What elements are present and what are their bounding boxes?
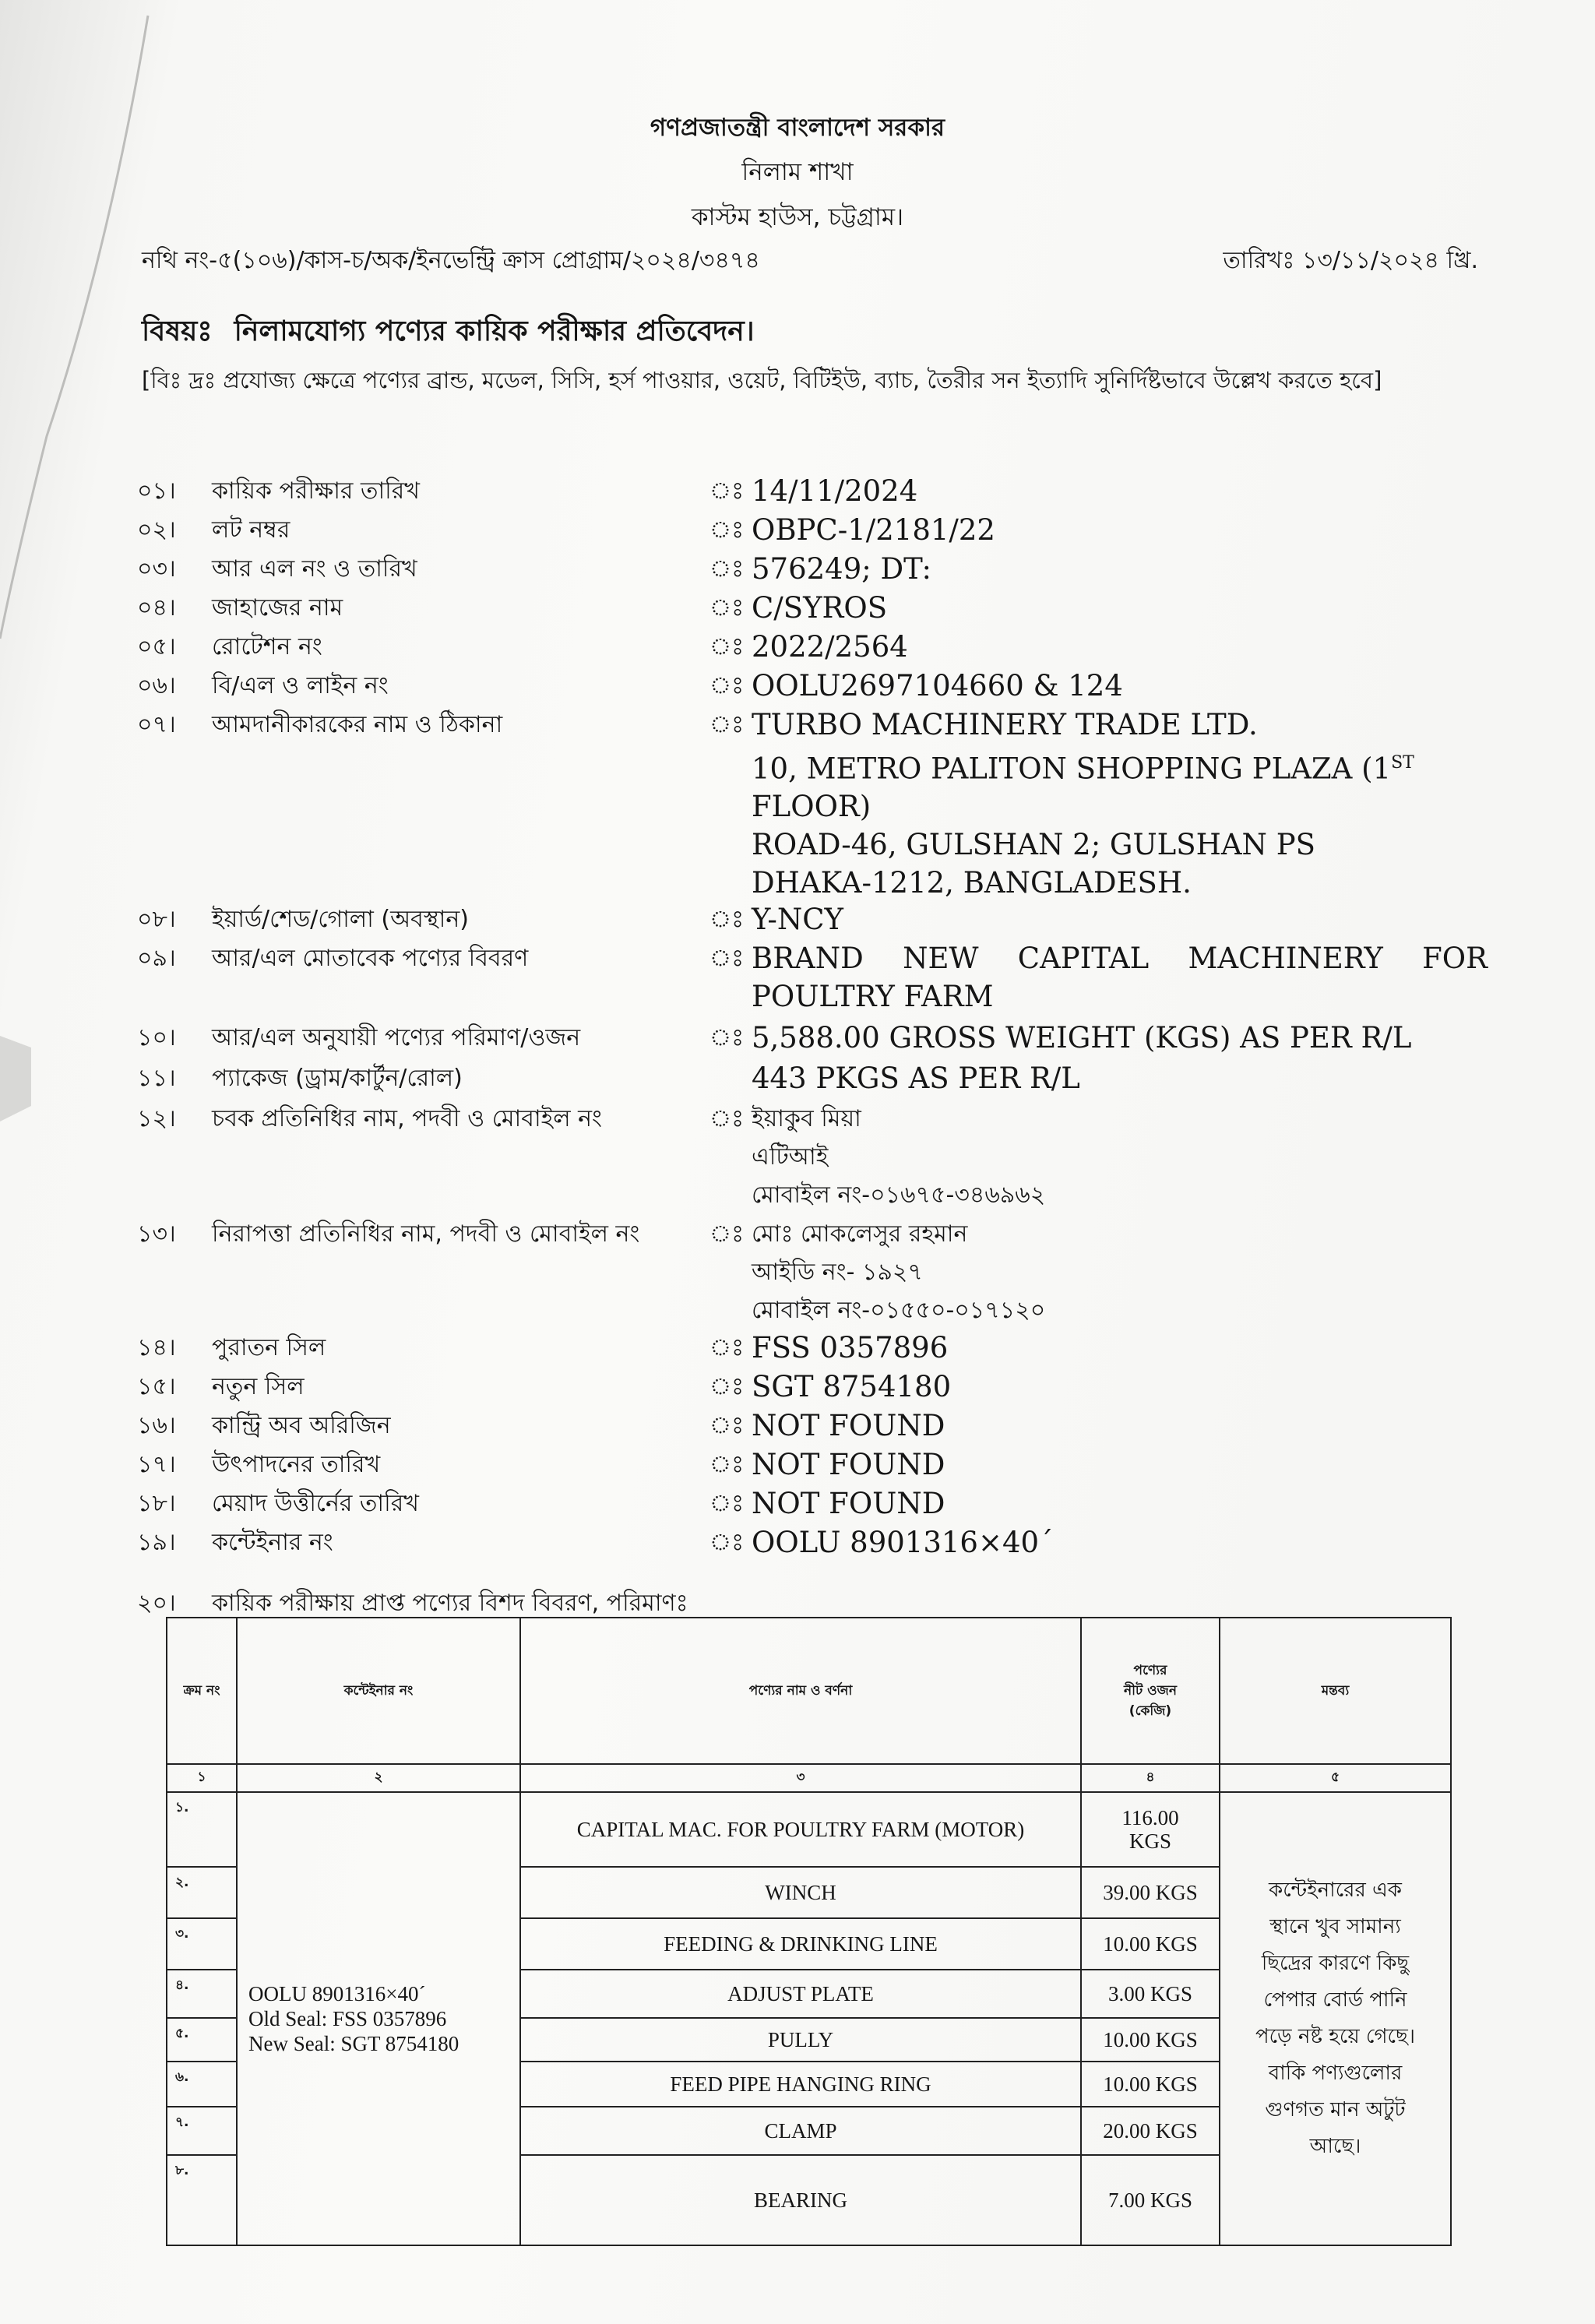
item-colon: ঃ xyxy=(709,1412,745,1439)
item-number: ১৪। xyxy=(137,1334,176,1361)
item-label: আমদানীকারকের নাম ও ঠিকানা xyxy=(212,711,503,738)
item-number: ১১। xyxy=(137,1065,176,1092)
item-value: 576249; DT: xyxy=(752,552,931,586)
item-label: মেয়াদ উত্তীর্নের তারিখ xyxy=(212,1490,419,1517)
item-label: ইয়ার্ড/শেড/গোলা (অবস্থান) xyxy=(212,906,469,933)
table-header-row xyxy=(167,1618,1451,1764)
item-value: 14/11/2024 xyxy=(752,474,918,508)
item-label: উৎপাদনের তারিখ xyxy=(212,1451,381,1478)
item-colon: ঃ xyxy=(709,1220,745,1248)
item-value: FSS 0357896 xyxy=(752,1331,949,1364)
container-cell: OOLU 8901316×40´ Old Seal: FSS 0357896 New Seal: SGT 8754180 xyxy=(237,1792,520,2245)
table-row: ৫. PULLY 10.00 KGS xyxy=(167,2018,1451,2062)
item-label: বি/এল ও লাইন নং xyxy=(212,672,389,699)
subject-text: নিলামযোগ্য পণ্যের কায়িক পরীক্ষার প্রতিবেদন। xyxy=(234,315,755,347)
item-number: ১৫। xyxy=(137,1373,176,1400)
item-label: আর/এল মোতাবেক পণ্যের বিবরণ xyxy=(212,945,529,972)
item-number: ০৩। xyxy=(137,555,176,583)
item-colon: ঃ xyxy=(709,1024,745,1051)
item-colon: ঃ xyxy=(709,1451,745,1478)
item-number: ১২। xyxy=(137,1105,176,1132)
item-number: ১০। xyxy=(137,1024,176,1051)
item-number: ০৪। xyxy=(137,594,176,621)
item-label: প্যাকেজ (ড্রাম/কার্টুন/রোল) xyxy=(212,1065,463,1092)
goods-table xyxy=(166,1617,1452,2246)
item-value: 2022/2564 xyxy=(752,630,908,664)
item-number: ১৮। xyxy=(137,1490,176,1517)
section-title: নিলাম শাখা xyxy=(741,158,854,186)
header-weight: পণ্যের নীট ওজন (কেজি) xyxy=(1081,1618,1220,1764)
table-row: ৩. FEEDING & DRINKING LINE 10.00 KGS xyxy=(167,1918,1451,1970)
item-number: ০৬। xyxy=(137,672,176,699)
item-colon: ঃ xyxy=(709,672,745,699)
item-value: NOT FOUND xyxy=(752,1448,945,1481)
item-colon: ঃ xyxy=(709,1334,745,1361)
item-number: ০২। xyxy=(137,516,176,544)
item-colon: ঃ xyxy=(709,555,745,583)
item-colon: ঃ xyxy=(709,945,745,972)
header-serial: ক্রম নং xyxy=(167,1618,237,1764)
item-value: OBPC-1/2181/22 xyxy=(752,513,995,547)
table-row: ১. OOLU 8901316×40´ Old Seal: FSS 0357896 New Seal: SGT 8754180 CAPITAL MAC. FOR POULTRY FARM (MOTOR) 116.00 KGS কন্টেইনারের এক স্থানে খুব সামান্য ছিদ্রের কারণে কিছু পেপার বোর্ড পানি পড়ে নষ্ট হয়ে গেছে। বাকি পণ্যগুলোর গুণগত মান অটুট আছে। xyxy=(167,1792,1451,1867)
item-number: ০৮। xyxy=(137,906,176,933)
importer-address: TURBO MACHINERY TRADE LTD. 10, METRO PALITON SHOPPING PLAZA (1ST FLOOR) ROAD-46, GULSHAN 2; GULSHAN PS DHAKA-1212, BANGLADESH. xyxy=(752,708,1414,900)
item-value: NOT FOUND xyxy=(752,1409,945,1442)
detailed-description-heading: ২০। কায়িক পরীক্ষায় প্রাপ্ত পণ্যের বিশদ বিবরণ, পরিমাণঃ xyxy=(137,1590,688,1617)
subject-label: বিষয়ঃ xyxy=(142,315,213,347)
item-value: C/SYROS xyxy=(752,591,888,625)
office-title: কাস্টম হাউস, চট্টগ্রাম। xyxy=(691,203,904,231)
header-remarks: মন্তব্য xyxy=(1220,1618,1451,1764)
item-label: কান্ট্রি অব অরিজিন xyxy=(212,1412,391,1439)
item-number: ১৬। xyxy=(137,1412,176,1439)
remarks-cell: কন্টেইনারের এক স্থানে খুব সামান্য ছিদ্রের কারণে কিছু পেপার বোর্ড পানি পড়ে নষ্ট হয়ে গেছে। বাকি পণ্যগুলোর গুণগত মান অটুট আছে। xyxy=(1220,1792,1451,2245)
item-number: ১৭। xyxy=(137,1451,176,1478)
table-index-row: ১ ২ ৩ ৪ ৫ xyxy=(167,1764,1451,1792)
item-colon: ঃ xyxy=(709,906,745,933)
item-label: লট নম্বর xyxy=(212,516,290,544)
item-label: জাহাজের নাম xyxy=(212,594,343,621)
item-value: 5,588.00 GROSS WEIGHT (KGS) AS PER R/L xyxy=(752,1021,1412,1055)
item-colon: ঃ xyxy=(709,1529,745,1556)
item-label: নতুন সিল xyxy=(212,1373,305,1400)
government-title: গণপ্রজাতন্ত্রী বাংলাদেশ সরকার xyxy=(650,114,945,142)
item-label: চবক প্রতিনিধির নাম, পদবী ও মোবাইল নং xyxy=(212,1105,602,1132)
table-row: ৭. CLAMP 20.00 KGS xyxy=(167,2107,1451,2155)
item-label: আর এল নং ও তারিখ xyxy=(212,555,417,583)
item-value: Y-NCY xyxy=(752,903,843,936)
table-row: ৪. ADJUST PLATE 3.00 KGS xyxy=(167,1970,1451,2018)
header-goods: পণ্যের নাম ও বর্ণনা xyxy=(520,1618,1081,1764)
instruction-note: [বিঃ দ্রঃ প্রযোজ্য ক্ষেত্রে পণ্যের ব্রান্ড, মডেল, সিসি, হর্স পাওয়ার, ওয়েট, বিটিইউ, ব্যাচ, তৈরীর সন ইত্যাদি সুনির্দিষ্টভাবে উল্লেখ করতে হবে] xyxy=(142,367,1382,393)
item-number: ১৩। xyxy=(137,1220,176,1248)
subject-line xyxy=(142,310,755,357)
item-value: 443 PKGS AS PER R/L xyxy=(752,1062,1080,1095)
item-colon: ঃ xyxy=(709,1490,745,1517)
item-colon: ঃ xyxy=(709,594,745,621)
table-row: ৮. BEARING 7.00 KGS xyxy=(167,2155,1451,2245)
item-value: OOLU 8901316×40´ xyxy=(752,1526,1054,1559)
security-representative-details: মোঃ মোকলেসুর রহমান আইডি নং- ১৯২৭ মোবাইল নং-০১৫৫০-০১৭১২০ xyxy=(752,1220,1046,1324)
header-container: কন্টেইনার নং xyxy=(237,1618,520,1764)
item-number: ০১। xyxy=(137,477,176,505)
item-number: ০৭। xyxy=(137,711,176,738)
goods-description-value: BRAND NEW CAPITAL MACHINERY FOR POULTRY FARM xyxy=(752,942,1488,1013)
table-row: ৬. FEED PIPE HANGING RING 10.00 KGS xyxy=(167,2062,1451,2107)
item-colon: ঃ xyxy=(709,1105,745,1132)
item-number: ১৯। xyxy=(137,1529,176,1556)
file-reference-number: নথি নং-৫(১০৬)/কাস-চ/অক/ইনভেন্ট্রি ক্রাস প্রোগ্রাম/২০২৪/৩৪৭৪ xyxy=(142,247,760,274)
item-colon: ঃ xyxy=(709,516,745,544)
item-value: NOT FOUND xyxy=(752,1487,945,1520)
document-date: তারিখঃ ১৩/১১/২০২৪ খ্রি. xyxy=(1223,247,1478,274)
item-colon: ঃ xyxy=(709,1373,745,1400)
item-label: রোটেশন নং xyxy=(212,633,322,660)
item-label: আর/এল অনুযায়ী পণ্যের পরিমাণ/ওজন xyxy=(212,1024,581,1051)
item-number: ০৯। xyxy=(137,945,176,972)
port-representative-details: ইয়াকুব মিয়া এটিআই মোবাইল নং-০১৬৭৫-৩৪৬৯৬২ xyxy=(752,1105,1046,1209)
item-colon: ঃ xyxy=(709,711,745,738)
item-value: OOLU2697104660 & 124 xyxy=(752,669,1123,702)
item-label: নিরাপত্তা প্রতিনিধির নাম, পদবী ও মোবাইল নং xyxy=(212,1220,640,1248)
item-value: SGT 8754180 xyxy=(752,1370,952,1403)
item-label: পুরাতন সিল xyxy=(212,1334,326,1361)
table-row: ২. WINCH 39.00 KGS xyxy=(167,1867,1451,1918)
item-label: কন্টেইনার নং xyxy=(212,1529,333,1556)
item-label: কায়িক পরীক্ষার তারিখ xyxy=(212,477,420,505)
item-colon: ঃ xyxy=(709,477,745,505)
item-number: ০৫। xyxy=(137,633,176,660)
item-colon: ঃ xyxy=(709,633,745,660)
